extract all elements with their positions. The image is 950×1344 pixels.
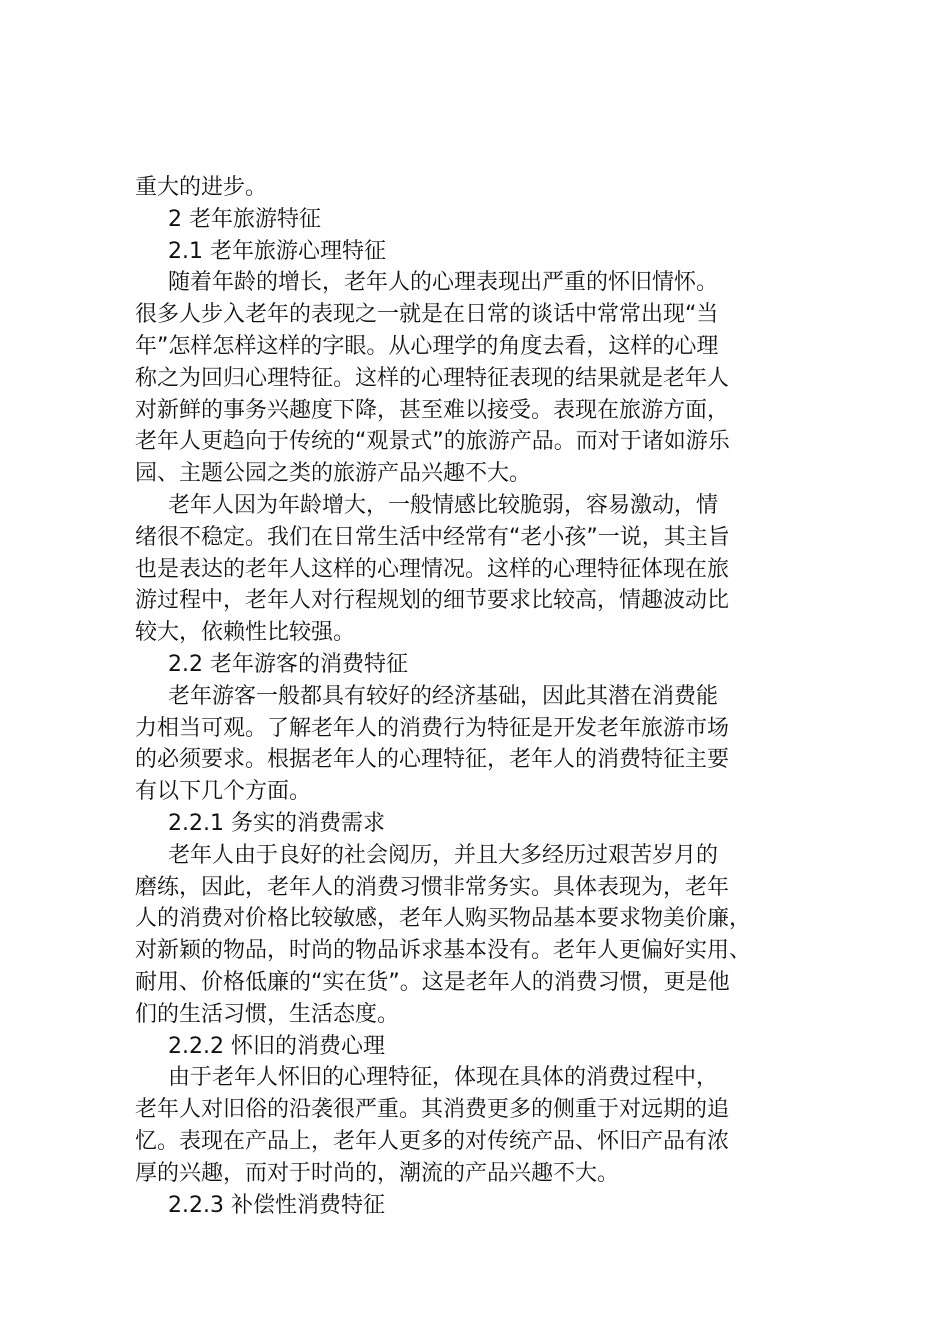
paragraph-line: 对新鲜的事务兴趣度下降，甚至难以接受。表现在旅游方面，	[135, 397, 730, 423]
subsection-heading: 2.1 老年旅游心理特征	[168, 238, 386, 264]
paragraph-line: 老年人对旧俗的沿袭很严重。其消费更多的侧重于对远期的追	[135, 1097, 730, 1123]
paragraph-line: 对新颖的物品，时尚的物品诉求基本没有。老年人更偏好实用、	[135, 938, 752, 964]
paragraph-line: 磨练，因此，老年人的消费习惯非常务实。具体表现为，老年	[135, 874, 730, 900]
paragraph-line: 老年人由于良好的社会阅历，并且大多经历过艰苦岁月的	[168, 842, 719, 868]
paragraph-line: 园、主题公园之类的旅游产品兴趣不大。	[135, 461, 532, 487]
paragraph-line: 们的生活习惯，生活态度。	[135, 1001, 400, 1027]
paragraph-line: 随着年龄的增长，老年人的心理表现出严重的怀旧情怀。	[168, 270, 719, 296]
paragraph-line: 游过程中，老年人对行程规划的细节要求比较高，情趣波动比	[135, 588, 730, 614]
paragraph-line: 由于老年人怀旧的心理特征，体现在具体的消费过程中，	[168, 1065, 719, 1091]
paragraph-line: 老年人更趋向于传统的“观景式”的旅游产品。而对于诸如游乐	[135, 429, 730, 455]
paragraph-line: 老年人因为年龄增大，一般情感比较脆弱，容易激动，情	[168, 492, 719, 518]
paragraph-line: 忆。表现在产品上，老年人更多的对传统产品、怀旧产品有浓	[135, 1128, 730, 1154]
subsection-heading: 2.2.3 补偿性消费特征	[168, 1192, 385, 1218]
subsection-heading: 2.2.1 务实的消费需求	[168, 810, 385, 836]
subsection-heading: 2.2 老年游客的消费特征	[168, 651, 408, 677]
paragraph-line: 也是表达的老年人这样的心理情况。这样的心理特征体现在旅	[135, 556, 730, 582]
paragraph-line: 年”怎样怎样这样的字眼。从心理学的角度去看，这样的心理	[135, 333, 719, 359]
paragraph-line: 力相当可观。了解老年人的消费行为特征是开发老年旅游市场	[135, 715, 730, 741]
paragraph-line: 人的消费对价格比较敏感，老年人购买物品基本要求物美价廉，	[135, 906, 752, 932]
paragraph-line: 称之为回归心理特征。这样的心理特征表现的结果就是老年人	[135, 365, 730, 391]
paragraph-line: 有以下几个方面。	[135, 779, 312, 805]
paragraph-line: 很多人步入老年的表现之一就是在日常的谈话中常常出现“当	[135, 302, 719, 328]
paragraph-line: 耐用、价格低廉的“实在货”。这是老年人的消费习惯，更是他	[135, 969, 730, 995]
document-page	[135, 172, 835, 1221]
paragraph-line: 的必须要求。根据老年人的心理特征，老年人的消费特征主要	[135, 747, 730, 773]
section-heading: 2 老年旅游特征	[168, 206, 321, 232]
paragraph-line: 厚的兴趣，而对于时尚的，潮流的产品兴趣不大。	[135, 1160, 620, 1186]
paragraph-line: 较大，依赖性比较强。	[135, 620, 356, 646]
paragraph-line: 重大的进步。	[135, 175, 268, 200]
paragraph-line: 绪很不稳定。我们在日常生活中经常有“老小孩”一说，其主旨	[135, 524, 730, 550]
subsection-heading: 2.2.2 怀旧的消费心理	[168, 1033, 385, 1059]
paragraph-line: 老年游客一般都具有较好的经济基础，因此其潜在消费能	[168, 683, 719, 709]
